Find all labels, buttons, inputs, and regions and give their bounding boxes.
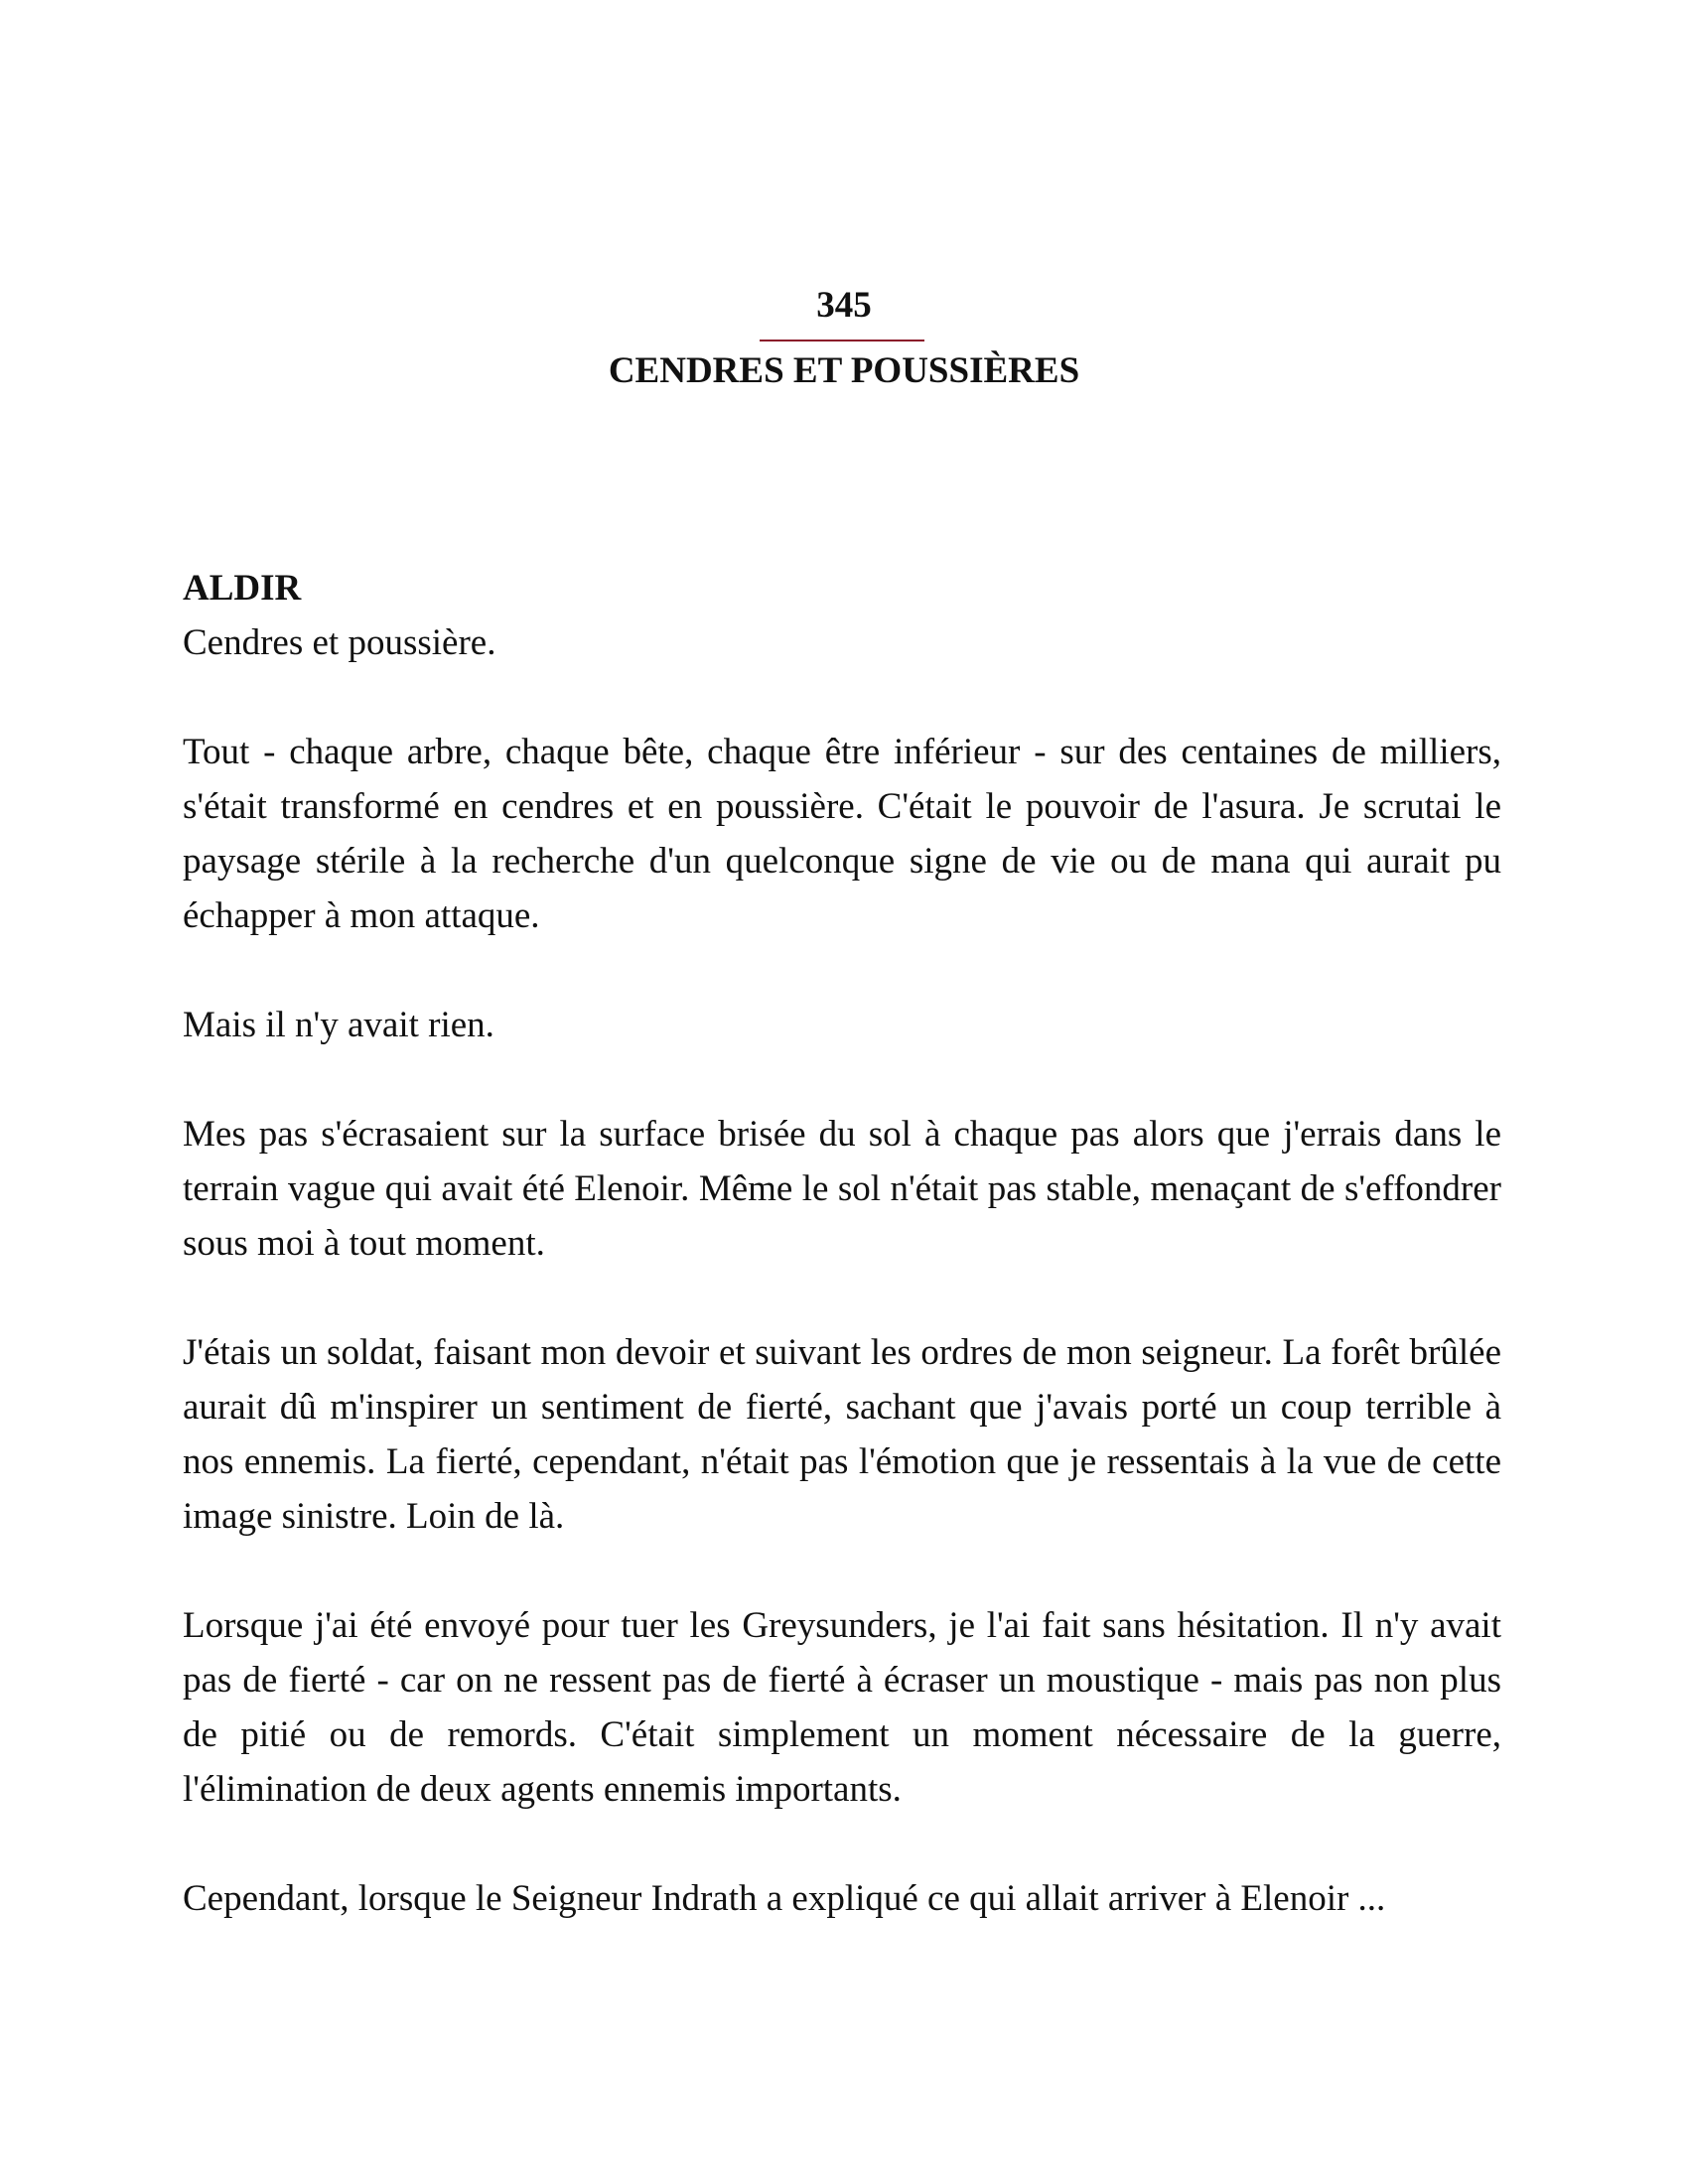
paragraph: Tout - chaque arbre, chaque bête, chaque être inférieur - sur des centaines de milliers, s'était transformé en cendres et en poussière. C'était le pouvoir de l'asura. Je scrutai le paysage stérile à la recherche d'un quelconque signe de vie ou de mana qui aurait pu échapper à mon attaque. — [183, 732, 1501, 936]
chapter-body — [183, 561, 1501, 1926]
paragraph: Mais il n'y avait rien. — [183, 1005, 494, 1045]
pov-heading: ALDIR — [183, 568, 302, 609]
chapter-title: CENDRES ET POUSSIÈRES — [608, 350, 1080, 391]
title-divider — [760, 340, 924, 341]
chapter-number: 345 — [816, 285, 872, 326]
paragraph: J'étais un soldat, faisant mon devoir et suivant les ordres de mon seigneur. La forêt brûlée aurait dû m'inspirer un sentiment de fierté, sachant que j'avais porté un coup terrible à nos ennemis. La fierté, cependant, n'était pas l'émotion que je ressentais à la vue de cette image sinistre. Loin de là. — [183, 1332, 1501, 1537]
paragraph: Cependant, lorsque le Seigneur Indrath a expliqué ce qui allait arriver à Elenoir ... — [183, 1878, 1386, 1919]
paragraph: Mes pas s'écrasaient sur la surface brisée du sol à chaque pas alors que j'errais dans le terrain vague qui avait été Elenoir. Même le sol n'était pas stable, menaçant de s'effondrer sous moi à tout moment. — [183, 1114, 1501, 1264]
paragraph: Lorsque j'ai été envoyé pour tuer les Greysunders, je l'ai fait sans hésitation. Il n'y avait pas de fierté - car on ne ressent pas de fierté à écraser un moustique - mais pas non plus de pitié ou de remords. C'était simplement un moment nécessaire de la guerre, l'élimination de deux agents ennemis importants. — [183, 1605, 1501, 1810]
opening-line: Cendres et poussière. — [183, 622, 496, 663]
